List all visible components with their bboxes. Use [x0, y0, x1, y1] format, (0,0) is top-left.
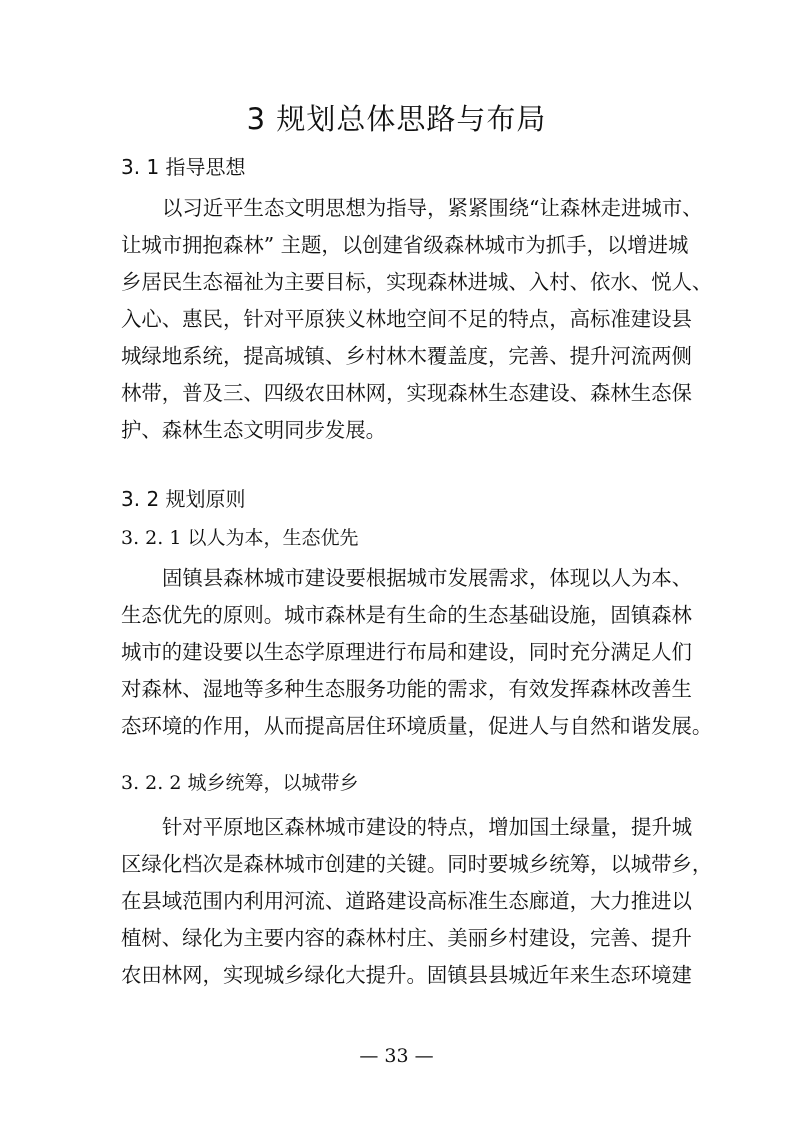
paragraph-line: 生态优先的原则。城市森林是有生命的生态基础设施，固镇森林: [121, 603, 692, 627]
paragraph-line: 在县域范围内利用河流、道路建设高标准生态廊道，大力推进以: [121, 889, 692, 913]
paragraph-line: 针对平原地区森林城市建设的特点，增加国土绿量，提升城: [162, 815, 693, 839]
subsection-heading-3-2-1: 3. 2. 1 以人为本，生态优先: [121, 527, 359, 549]
paragraph-line: 态环境的作用，从而提高居住环境质量，促进人与自然和谐发展。: [121, 714, 713, 738]
paragraph-line: 林带，普及三、四级农田林网，实现森林生态建设、森林生态保: [121, 381, 692, 405]
paragraph-line: 对森林、湿地等多种生态服务功能的需求，有效发挥森林改善生: [121, 677, 692, 701]
paragraph-line: 农田林网，实现城乡绿化大提升。固镇县县城近年来生态环境建: [121, 963, 692, 987]
section-heading-3-2: 3. 2 规划原则: [121, 487, 246, 511]
paragraph-line: 乡居民生态福祉为主要目标，实现森林进城、入村、依水、悦人、: [121, 270, 713, 294]
section-heading-3-1: 3. 1 指导思想: [121, 155, 246, 179]
subsection-heading-3-2-2: 3. 2. 2 城乡统筹，以城带乡: [121, 772, 359, 794]
paragraph-line: 区绿化档次是森林城市创建的关键。同时要城乡统筹，以城带乡，: [121, 852, 713, 876]
paragraph-line: 固镇县森林城市建设要根据城市发展需求，体现以人为本、: [162, 566, 693, 590]
paragraph-line: 城市的建设要以生态学原理进行布局和建设，同时充分满足人们: [121, 640, 692, 664]
paragraph-line: 让城市拥抱森林” 主题，以创建省级森林城市为抓手，以增进城: [121, 233, 689, 257]
paragraph-line: 以习近平生态文明思想为指导，紧紧围绕“让森林走进城市、: [162, 196, 703, 220]
chapter-title: 3 规划总体思路与布局: [246, 102, 547, 136]
paragraph-line: 城绿地系统，提高城镇、乡村林木覆盖度，完善、提升河流两侧: [121, 344, 692, 368]
page-number: — 33 —: [359, 1045, 434, 1067]
paragraph-line: 护、森林生态文明同步发展。: [121, 418, 387, 442]
paragraph-line: 植树、绿化为主要内容的森林村庄、美丽乡村建设，完善、提升: [121, 926, 692, 950]
paragraph-line: 入心、惠民，针对平原狭义林地空间不足的特点，高标准建设县: [121, 307, 692, 331]
